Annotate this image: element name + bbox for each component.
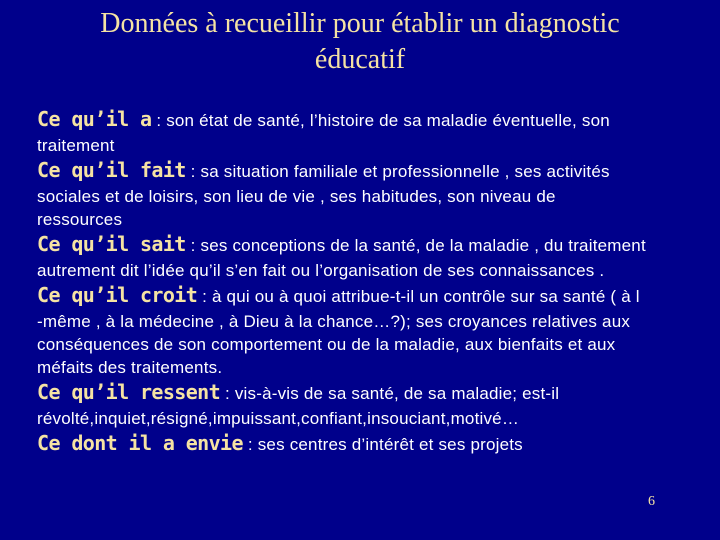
page-number: 6	[648, 494, 655, 509]
item-text-line: : sa situation familiale et professionnelle , ses activités	[185, 162, 610, 181]
content-list	[37, 106, 720, 458]
keyword-ressent: Ce qu’il ressent	[37, 380, 221, 404]
item-text-line: : son état de santé, l’histoire de sa maladie éventuelle, son	[151, 111, 610, 130]
slide-title	[40, 6, 680, 78]
title-line-1: Données à recueillir pour établir un diagnostic	[100, 8, 620, 39]
list-item-croit	[37, 282, 720, 379]
item-text-line: -même , à la médecine , à Dieu à la chance…?); ses croyances relatives aux	[37, 312, 631, 331]
item-text-line: méfaits des traitements.	[37, 358, 223, 377]
list-item-a	[37, 106, 720, 157]
keyword-fait: Ce qu’il fait	[37, 158, 186, 182]
item-text-line: révolté,inquiet,résigné,impuissant,confiant,insouciant,motivé…	[37, 409, 520, 428]
item-text-line: autrement dit l’idée qu’il s’en fait ou l’organisation de ses connaissances .	[37, 261, 605, 280]
list-item-sait	[37, 231, 720, 282]
keyword-a: Ce qu’il a	[37, 107, 152, 131]
list-item-ressent	[37, 379, 720, 430]
keyword-envie: Ce dont il a envie	[37, 431, 243, 455]
item-text-line: : ses conceptions de la santé, de la maladie , du traitement	[185, 236, 646, 255]
item-text-line: ressources	[37, 210, 123, 229]
item-text-line: traitement	[37, 136, 115, 155]
item-text-line: : à qui ou à quoi attribue-t-il un contrôle sur sa santé ( à l	[197, 287, 640, 306]
keyword-sait: Ce qu’il sait	[37, 232, 186, 256]
item-text-line: : vis-à-vis de sa santé, de sa maladie; est-il	[220, 384, 560, 403]
keyword-croit: Ce qu’il croit	[37, 283, 198, 307]
item-text-line: conséquences de son comportement ou de la maladie, aux bienfaits et aux	[37, 335, 616, 354]
item-text-line: sociales et de loisirs, son lieu de vie , ses habitudes, son niveau de	[37, 187, 556, 206]
title-line-2: éducatif	[314, 44, 406, 75]
list-item-fait	[37, 157, 720, 231]
list-item-envie	[37, 430, 720, 458]
item-text-line: : ses centres d’intérêt et ses projets	[242, 435, 523, 454]
